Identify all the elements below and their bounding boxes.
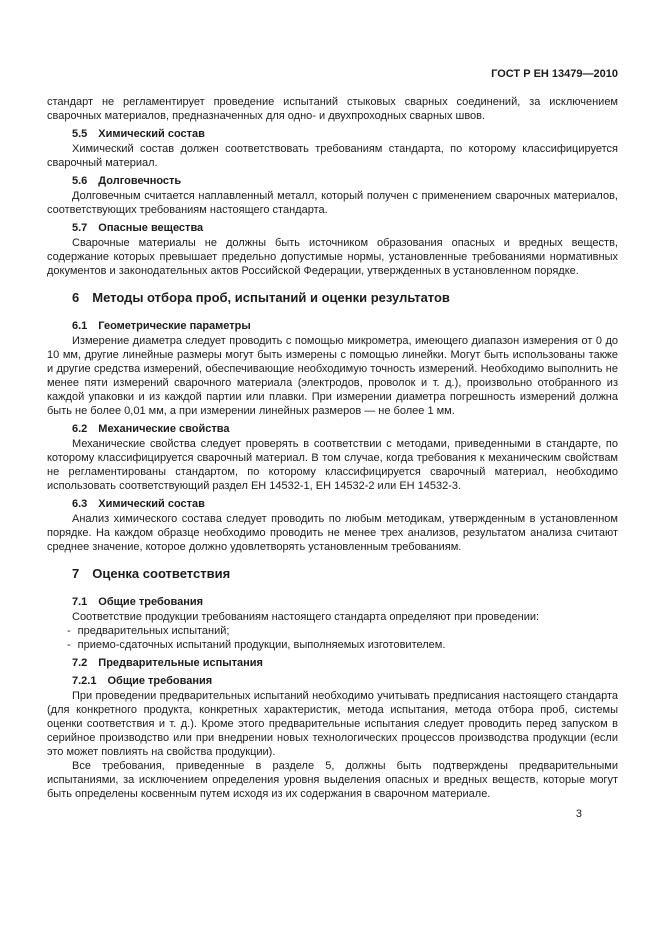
clause-number: 7.2 — [72, 657, 88, 669]
section-heading-7 — [47, 565, 618, 582]
clause-number: 5.6 — [72, 175, 88, 187]
list-item-text: предварительных испытаний; — [77, 625, 230, 637]
clause-paragraph-5-7: Сварочные материалы не должны быть источником образования опасных и вредных веществ, содержание которых превышает предельно допустимые нормы, установленные требованиями нормативных документов и законодательных актов Российской Федерации, утвержденных в установленном порядке. — [47, 237, 618, 277]
clause-heading-7-1 — [47, 595, 618, 609]
clause-number: 5.5 — [72, 128, 88, 140]
clause-heading-6-3 — [47, 497, 618, 511]
running-header: ГОСТ Р ЕН 13479—2010 — [491, 68, 618, 80]
clause-title: Предварительные испытания — [98, 657, 263, 669]
clause-paragraph-7-2-1-b: Все требования, приведенные в разделе 5, должны быть подтверждены предварительными испытаниями, за исключением определения уровня выделения опасных и вредных веществ, которые могут быть определены косвенным путем исходя из их содержания в сварочном материале. — [47, 760, 618, 800]
section-number: 7 — [72, 566, 80, 581]
list-item-text: приемо-сдаточных испытаний продукции, выполняемых изготовителем. — [77, 639, 446, 651]
clause-title: Долговечность — [98, 175, 182, 187]
clause-paragraph-6-1: Измерение диаметра следует проводить с помощью микрометра, имеющего диапазон измерения от 0 до 10 мм, другие линейные размеры могут быть измерены с помощью линейки. Могут быть использованы также и другие средства измерений, обеспечивающие необходимую точность измерений. Необходимо выполнить не менее пяти измерений сварочного материала (электродов, проволок и т. д.), произвольно отобранного из каждой упаковки и из каждой партии или плавки. При измерении диаметра погрешность измерений должна быть не более 0,01 мм, а при измерении линейных размеров — не более 1 мм. — [47, 335, 618, 417]
clause-heading-5-5 — [47, 127, 618, 141]
clause-title: Химический состав — [98, 128, 205, 140]
clause-title: Общие требования — [107, 675, 213, 687]
clause-heading-7-2 — [47, 656, 618, 670]
clause-heading-5-6 — [47, 174, 618, 188]
section-number: 6 — [72, 290, 80, 305]
clause-heading-7-2-1 — [47, 674, 618, 688]
clause-paragraph-6-3: Анализ химического состава следует проводить по любым методикам, утвержденным в установленном порядке. На каждом образце необходимо проводить не менее трех анализов, результатом анализа считают среднее значение, которое должно удовлетворять установленным требованиям. — [47, 513, 618, 553]
clause-paragraph-7-1: Соответствие продукции требованиям настоящего стандарта определяют при проведении: — [72, 611, 540, 623]
section-title: Методы отбора проб, испытаний и оценки результатов — [92, 290, 450, 305]
clause-number: 7.2.1 — [72, 675, 97, 687]
paragraph-continuation: стандарт не регламентирует проведение испытаний стыковых сварных соединений, за исключением сварочных материалов, предназначенных для одно- и двухпроходных сварных швов. — [47, 96, 618, 122]
section-title: Оценка соответствия — [92, 566, 231, 581]
list-item — [47, 624, 618, 638]
clause-number: 6.2 — [72, 423, 88, 435]
list-dash: - — [67, 639, 71, 651]
clause-paragraph-6-2: Механические свойства следует проверять в соответствии с методами, приведенными в стандарте, по которому классифицируется сварочный материал. В том случае, когда требования к механическим свойствам не регламентированы стандартом, по которому классифицируется сварочный материал, необходимо использовать соответствующий раздел ЕН 14532-1, ЕН 14532-2 или ЕН 14532-3. — [47, 438, 618, 492]
section-heading-6 — [47, 289, 618, 306]
clause-title: Химический состав — [98, 498, 205, 510]
clause-title: Общие требования — [98, 596, 204, 608]
clause-paragraph-5-5: Химический состав должен соответствовать требованиям стандарта, по которому классифицируется сварочный материал. — [47, 143, 618, 169]
clause-paragraph-5-6: Долговечным считается наплавленный металл, который получен с применением сварочных материалов, соответствующих требованиям настоящего стандарта. — [47, 190, 618, 216]
clause-paragraph-7-2-1-a: При проведении предварительных испытаний необходимо учитывать предписания настоящего стандарта (для конкретного продукта, конкретных характеристик, метода испытания, метода отбора проб, системы оценки соответствия и т. д.). Кроме этого предварительные испытания следует проводить перед запуском в серийное производство или при внедрении новых технологических процессов производства продукции (если это может повлиять на свойства продукции). — [47, 690, 618, 758]
page-number: 3 — [575, 808, 582, 820]
clause-title: Геометрические параметры — [98, 320, 251, 332]
clause-heading-5-7 — [47, 221, 618, 235]
clause-heading-6-2 — [47, 422, 618, 436]
list-dash: - — [67, 625, 71, 637]
list-item — [47, 638, 618, 652]
clause-number: 5.7 — [72, 222, 88, 234]
clause-title: Механические свойства — [98, 423, 230, 435]
clause-number: 6.3 — [72, 498, 88, 510]
clause-heading-6-1 — [47, 319, 618, 333]
clause-number: 6.1 — [72, 320, 88, 332]
clause-title: Опасные вещества — [98, 222, 204, 234]
clause-number: 7.1 — [72, 596, 88, 608]
